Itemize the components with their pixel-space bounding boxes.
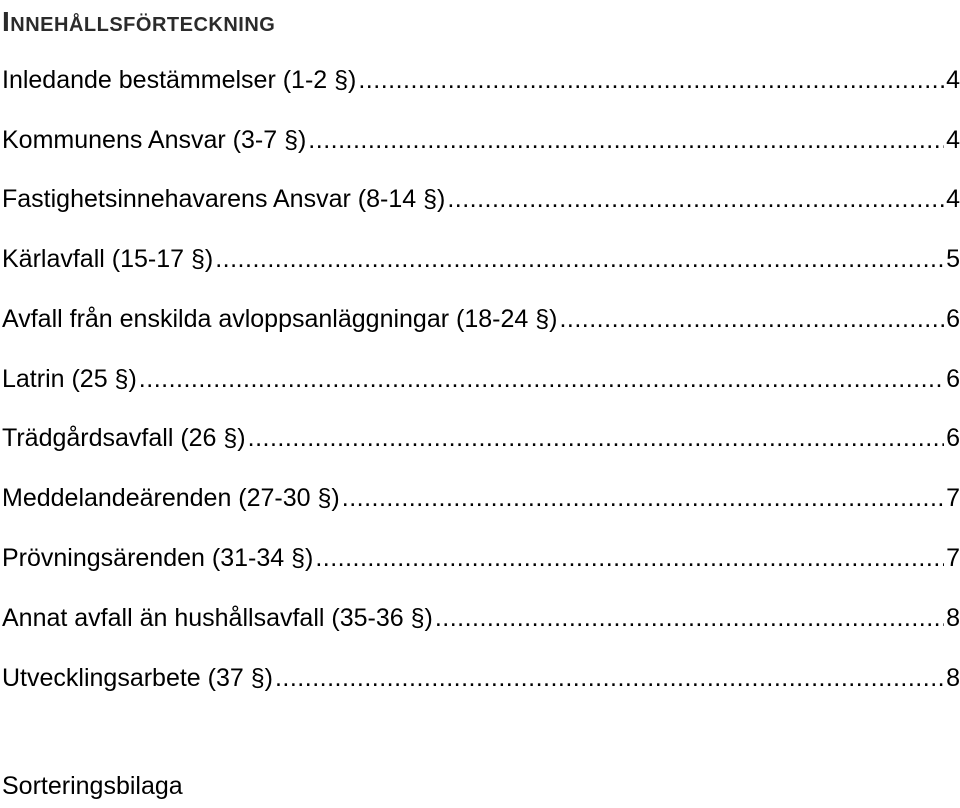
toc-entry-page: 6 bbox=[946, 305, 960, 333]
toc-entry-title: Prövningsärenden (31-34 §) bbox=[2, 544, 314, 572]
toc-dot-leader bbox=[308, 122, 944, 158]
toc-dot-leader bbox=[215, 241, 944, 277]
toc-entry-page: 5 bbox=[946, 245, 960, 273]
toc-entry-page: 7 bbox=[946, 484, 960, 512]
toc-entry[interactable] bbox=[2, 122, 960, 158]
toc-dot-leader bbox=[358, 62, 944, 98]
toc-dot-leader bbox=[435, 600, 944, 636]
toc-entry[interactable] bbox=[2, 301, 960, 337]
toc-entry[interactable] bbox=[2, 241, 960, 277]
toc-dot-leader bbox=[139, 361, 944, 397]
toc-entry-page: 8 bbox=[946, 664, 960, 692]
appendix-title: Sorteringsbilaga bbox=[2, 772, 183, 800]
toc-entry-title: Annat avfall än hushållsavfall (35-36 §) bbox=[2, 604, 433, 632]
toc-entry-title: Inledande bestämmelser (1-2 §) bbox=[2, 66, 357, 94]
toc-entry-page: 4 bbox=[946, 126, 960, 154]
toc-dot-leader bbox=[447, 181, 944, 217]
toc-entry-page: 6 bbox=[946, 424, 960, 452]
toc-entry-title: Kärlavfall (15-17 §) bbox=[2, 245, 214, 273]
toc-entry[interactable] bbox=[2, 600, 960, 636]
toc-entry-title: Utvecklingsarbete (37 §) bbox=[2, 664, 273, 692]
toc-entry-title: Avfall från enskilda avloppsanläggningar (18-24 §) bbox=[2, 305, 558, 333]
toc-dot-leader bbox=[248, 420, 944, 456]
toc-entry-page: 8 bbox=[946, 604, 960, 632]
toc-entry-page: 4 bbox=[946, 185, 960, 213]
toc-entry-page: 4 bbox=[946, 66, 960, 94]
toc-dot-leader bbox=[275, 660, 944, 696]
toc-entry-title: Trädgårdsavfall (26 §) bbox=[2, 424, 246, 452]
toc-entry[interactable] bbox=[2, 540, 960, 576]
toc-entry-title: Meddelandeärenden (27-30 §) bbox=[2, 484, 340, 512]
toc-dot-leader bbox=[559, 301, 944, 337]
toc-heading: Innehållsförteckning bbox=[2, 6, 276, 37]
toc-entry-title: Fastighetsinnehavarens Ansvar (8-14 §) bbox=[2, 185, 446, 213]
toc-dot-leader bbox=[315, 540, 944, 576]
toc-entry[interactable] bbox=[2, 660, 960, 696]
toc-entry[interactable] bbox=[2, 420, 960, 456]
toc-entry-page: 6 bbox=[946, 365, 960, 393]
toc-entry-title: Latrin (25 §) bbox=[2, 365, 137, 393]
toc-entry[interactable] bbox=[2, 361, 960, 397]
toc-dot-leader bbox=[342, 480, 944, 516]
toc-entry[interactable] bbox=[2, 181, 960, 217]
toc-entry[interactable] bbox=[2, 62, 960, 98]
toc-entry[interactable] bbox=[2, 480, 960, 516]
toc-entry-title: Kommunens Ansvar (3-7 §) bbox=[2, 126, 307, 154]
toc-entry-page: 7 bbox=[946, 544, 960, 572]
